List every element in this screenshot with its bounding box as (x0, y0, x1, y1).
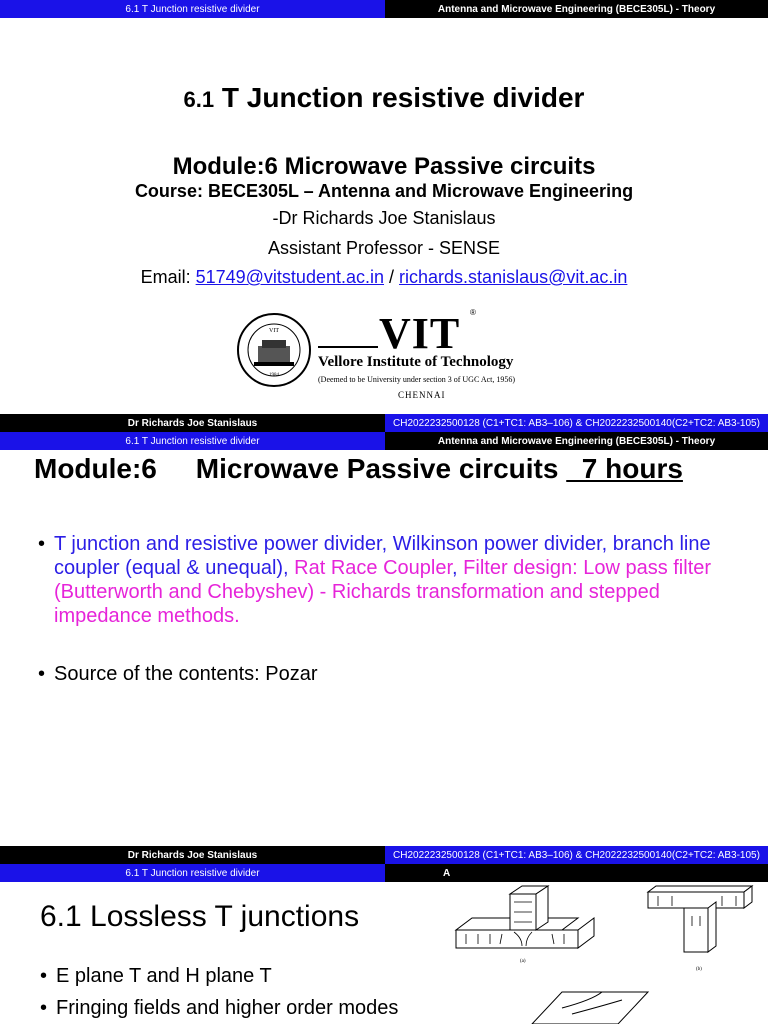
author-position: Assistant Professor - SENSE (267, 238, 501, 258)
footer-right-label: CH2022232500128 (C1+TC1: AB3–106) & CH2022232500140(C2+TC2: AB3-105) (385, 846, 768, 864)
svg-text:1984: 1984 (269, 373, 279, 378)
list-item (38, 532, 738, 628)
svg-text:VIT: VIT (269, 328, 279, 334)
title-hours: 7 hours (566, 453, 683, 484)
header-right-label: A (385, 864, 768, 882)
title-text: T Junction resistive divider (221, 82, 585, 113)
list-item: • Source of the contents: Pozar (38, 662, 738, 686)
email-separator: / (384, 267, 400, 287)
logo-registered-mark: ® (470, 308, 476, 317)
header-right-label: Antenna and Microwave Engineering (BECE305L) - Theory (385, 432, 768, 450)
slide-footer-bar (0, 414, 768, 432)
footer-left-label: Dr Richards Joe Stanislaus (0, 846, 385, 864)
topic-text-magenta: Filter design: Low pass filter (Butterworth and Chebyshev) - Richards transformation and stepped impedance methods. (54, 557, 712, 627)
header-left-label: 6.1 T Junction resistive divider (0, 864, 385, 882)
bullet-list (40, 960, 398, 1024)
slide-title (34, 452, 734, 486)
email-label: Email: (140, 267, 196, 287)
course-heading: Course: BECE305L – Antenna and Microwave Engineering (134, 181, 634, 201)
slide-header-bar (0, 432, 768, 450)
email-line (0, 267, 768, 288)
slide-header-bar (0, 864, 768, 882)
list-item: • E plane T and H plane T (40, 960, 398, 992)
title-main: Module:6 Microwave Passive circuits (34, 453, 567, 484)
slide-2 (0, 432, 768, 864)
header-left-label: 6.1 T Junction resistive divider (0, 0, 385, 18)
topic-text-blue: T junction and resistive power divider, Wilkinson power divider, branch line coupler (equal & unequal), (54, 533, 711, 579)
slide-header-bar (0, 0, 768, 18)
footer-right-label: CH2022232500128 (C1+TC1: AB3–106) & CH2022232500140(C2+TC2: AB3-105) (385, 414, 768, 432)
figure-label-a: (a) (520, 959, 526, 964)
vit-logo (236, 308, 536, 404)
header-right-label: Antenna and Microwave Engineering (BECE305L) - Theory (385, 0, 768, 18)
email-link-2[interactable]: richards.stanislaus@vit.ac.in (399, 267, 628, 287)
email-link-1[interactable]: 51749@vitstudent.ac.in (195, 267, 385, 287)
t-junction-figure (452, 882, 768, 1024)
slide-3 (0, 864, 768, 1024)
footer-left-label: Dr Richards Joe Stanislaus (0, 414, 385, 432)
title-number: 6.1 (183, 87, 215, 112)
bullet-list (38, 532, 738, 686)
topic-separator: , (452, 557, 464, 579)
header-left-label: 6.1 T Junction resistive divider (0, 432, 385, 450)
logo-subtitle: (Deemed to be University under section 3 of UGC Act, 1956) (318, 375, 516, 384)
logo-city: CHENNAI (398, 390, 446, 400)
slide-title (0, 82, 768, 114)
vit-seal-icon (236, 310, 312, 390)
logo-rule (318, 346, 378, 348)
topic-text-magenta: Rat Race Coupler (294, 557, 453, 579)
logo-word: VIT (379, 309, 461, 358)
slide-title: 6.1 Lossless T junctions (40, 900, 360, 933)
logo-institution-name: Vellore Institute of Technology (318, 354, 514, 370)
author-name: -Dr Richards Joe Stanislaus (272, 208, 496, 228)
figure-label-b: (b) (696, 967, 702, 972)
module-heading: Module:6 Microwave Passive circuits (172, 153, 596, 180)
list-item: • Fringing fields and higher order modes (40, 992, 398, 1024)
slide-1 (0, 0, 768, 432)
slide-footer-bar (0, 846, 768, 864)
